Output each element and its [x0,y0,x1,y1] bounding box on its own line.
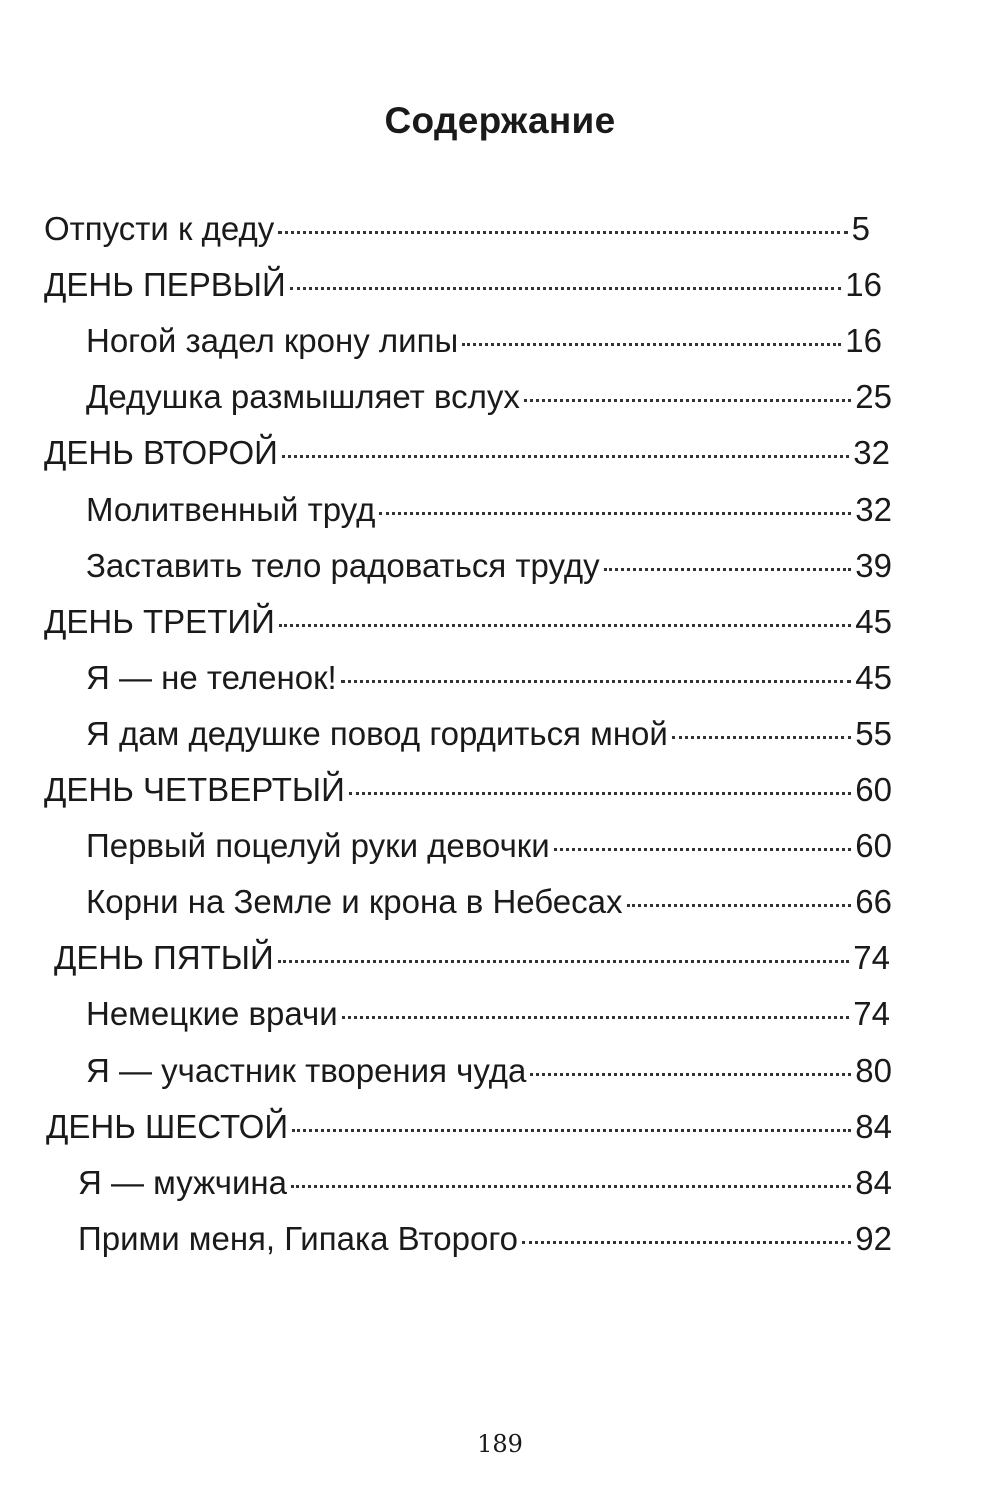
dot-leader [278,960,850,963]
toc-entry-page: 45 [855,658,892,696]
toc-entry [86,992,890,1036]
toc-entry-page: 45 [855,602,892,640]
toc-entry-label: ДЕНЬ ПЯТЫЙ [54,939,274,977]
toc-entry-page: 60 [855,827,892,865]
toc-entry-page: 80 [855,1051,892,1089]
toc-entry [44,600,892,644]
toc-entry-page: 55 [855,714,892,752]
toc-entry [86,319,882,363]
dot-leader [279,624,851,627]
toc-entry [86,1049,892,1093]
toc-entry [86,824,892,868]
toc-entry-page: 84 [855,1163,892,1201]
toc-entry-label: ДЕНЬ ШЕСТОЙ [46,1107,289,1145]
toc-entry-label: Отпусти к деду [44,210,275,247]
toc-entry-page: 5 [851,210,870,247]
dot-leader [379,512,851,515]
toc-entry-label: Я — участник творения чуда [86,1051,527,1089]
toc-entry-label: ДЕНЬ ПЕРВЫЙ [44,266,286,304]
toc-entry-label: Первый поцелуй руки девочки [86,827,550,865]
toc-entry-label: Корни на Земле и крона в Небесах [86,883,623,921]
toc-entry-page: 92 [855,1219,892,1257]
dot-leader [341,680,852,683]
toc-entry-page: 16 [845,322,882,360]
toc-entry-page: 74 [853,995,890,1033]
dot-leader [672,736,851,739]
page-title: Содержание [384,100,616,141]
dot-leader [530,1073,851,1076]
dot-leader [291,1185,851,1188]
dot-leader [342,1016,850,1019]
dot-leader [554,848,852,851]
toc-entry [86,488,892,532]
toc-entry [86,656,892,700]
toc-entry [86,712,892,756]
toc-entry [44,431,890,475]
toc-entry [86,544,892,588]
dot-leader [462,343,841,346]
toc-entry-label: Немецкие врачи [86,995,338,1033]
toc-entry-page: 74 [853,939,890,977]
toc-entry-label: Я — мужчина [78,1163,288,1201]
toc-entry [54,936,890,980]
toc-entry [44,768,892,812]
dot-leader [290,287,842,290]
toc-entry [78,1161,892,1205]
toc-entry-label: ДЕНЬ ВТОРОЙ [44,434,278,472]
dot-leader [627,904,852,907]
dot-leader [604,568,852,571]
toc-entry-page: 66 [855,883,892,921]
dot-leader [292,1129,851,1132]
toc-entry-label: ДЕНЬ ТРЕТИЙ [44,602,275,640]
toc-entry-page: 60 [855,771,892,808]
dot-leader [524,399,851,402]
toc-entry [44,207,870,251]
toc-entry [44,263,882,307]
toc-entry-page: 32 [853,434,890,472]
toc-entry-label: Заставить тело радоваться труду [86,546,600,584]
toc-entry-label: ДЕНЬ ЧЕТВЕРТЫЙ [44,771,345,808]
page-number: 189 [477,1430,523,1458]
dot-leader [282,455,849,458]
dot-leader [522,1241,851,1244]
toc-entry-page: 16 [845,266,882,304]
toc-entry [86,375,892,419]
toc-entry-page: 25 [855,378,892,416]
toc-entry-label: Я дам дедушке повод гордиться мной [86,714,668,752]
toc-entry-label: Молитвенный труд [86,490,376,528]
dot-leader [349,792,851,795]
toc-entry-page: 84 [855,1107,892,1145]
toc-entry-label: Дедушка размышляет вслух [86,378,520,416]
toc-entry-page: 32 [855,490,892,528]
toc-entry-label: Я — не теленок! [86,658,337,696]
toc-entry-label: Прими меня, Гипака Второго [78,1219,519,1257]
toc-entry [78,1217,892,1261]
toc-entry [46,1105,892,1149]
dot-leader [278,231,847,234]
toc-entry-page: 39 [855,546,892,584]
toc-entry-label: Ногой задел крону липы [86,322,459,360]
toc-entry [86,880,892,924]
